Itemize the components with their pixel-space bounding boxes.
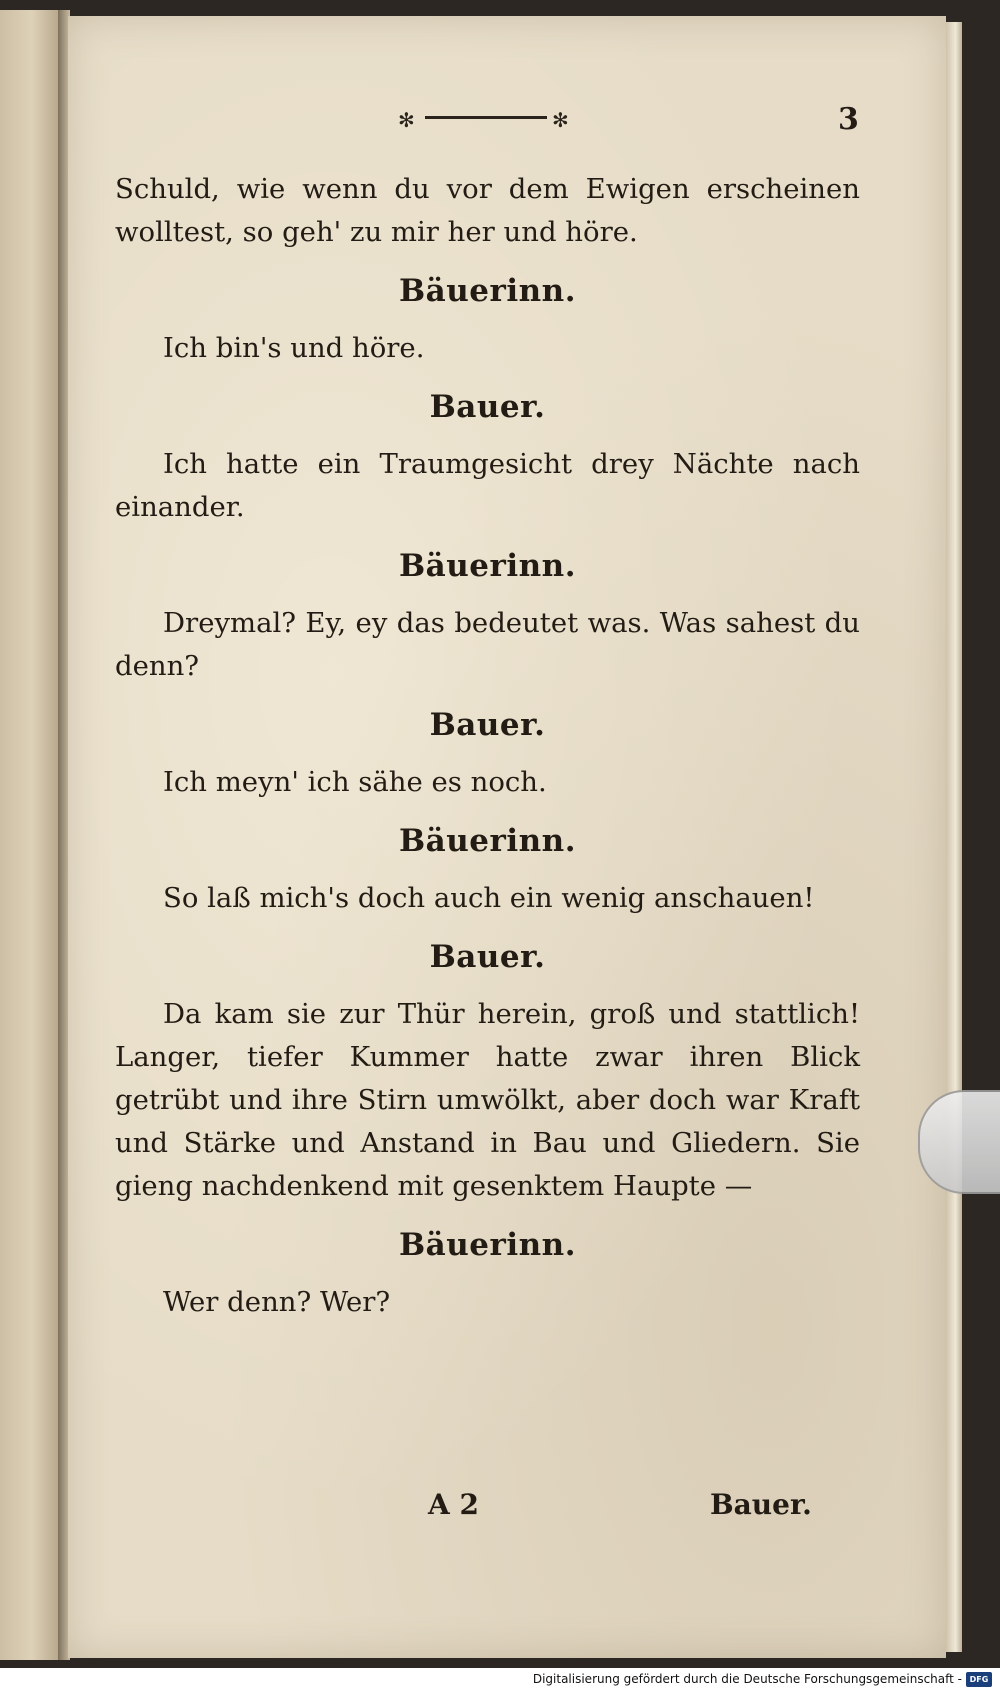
dialogue-paragraph: Ich meyn' ich sähe es noch. [163, 766, 547, 798]
right-page-edge [946, 22, 962, 1652]
dialogue-paragraph: Schuld, wie wenn du vor dem Ewigen erscheinen wolltest, so geh' zu mir her und höre. [115, 173, 860, 248]
speaker-heading: Bauer. [429, 707, 546, 743]
ornament-left-icon: ✻ [398, 108, 414, 132]
page-text [115, 168, 860, 1324]
credit-bar [0, 1668, 1000, 1692]
speaker-heading: Bäuerinn. [398, 273, 577, 309]
page-header [100, 94, 870, 137]
signature-mark: A 2 [428, 1488, 479, 1521]
ornament-rule [425, 116, 547, 119]
page-number: 3 [838, 102, 859, 137]
dialogue-paragraph: Ich hatte ein Traumgesicht drey Nächte nach einander. [115, 448, 860, 523]
dialogue-paragraph: Ich bin's und höre. [163, 332, 425, 364]
dialogue-paragraph: Dreymal? Ey, ey das bedeutet was. Was sahest du denn? [115, 607, 860, 682]
speaker-heading: Bauer. [429, 939, 546, 975]
left-page-edge [0, 10, 60, 1660]
dialogue-paragraph: Wer denn? Wer? [163, 1286, 391, 1318]
dialogue-paragraph: So laß mich's doch auch ein wenig anschauen! [163, 882, 815, 914]
speaker-heading: Bäuerinn. [398, 548, 577, 584]
page-clip [918, 1090, 1000, 1194]
dialogue-paragraph: Da kam sie zur Thür herein, groß und stattlich! Langer, tiefer Kummer hatte zwar ihren Blick getrübt und ihre Stirn umwölkt, aber doch war Kraft und Stärke und Anstand in Bau und Gliedern. Sie gieng nachdenkend mit gesenktem Haupte — [115, 998, 860, 1202]
speaker-heading: Bäuerinn. [398, 1227, 577, 1263]
page-footer [100, 1488, 870, 1528]
dfg-logo-icon: DFG [966, 1672, 992, 1687]
digitization-credit: Digitalisierung gefördert durch die Deutsche Forschungsgemeinschaft - [532, 1672, 962, 1686]
ornament-right-icon: ✻ [552, 108, 569, 132]
catchword: Bauer. [710, 1488, 812, 1521]
speaker-heading: Bauer. [429, 389, 546, 425]
speaker-heading: Bäuerinn. [398, 823, 577, 859]
